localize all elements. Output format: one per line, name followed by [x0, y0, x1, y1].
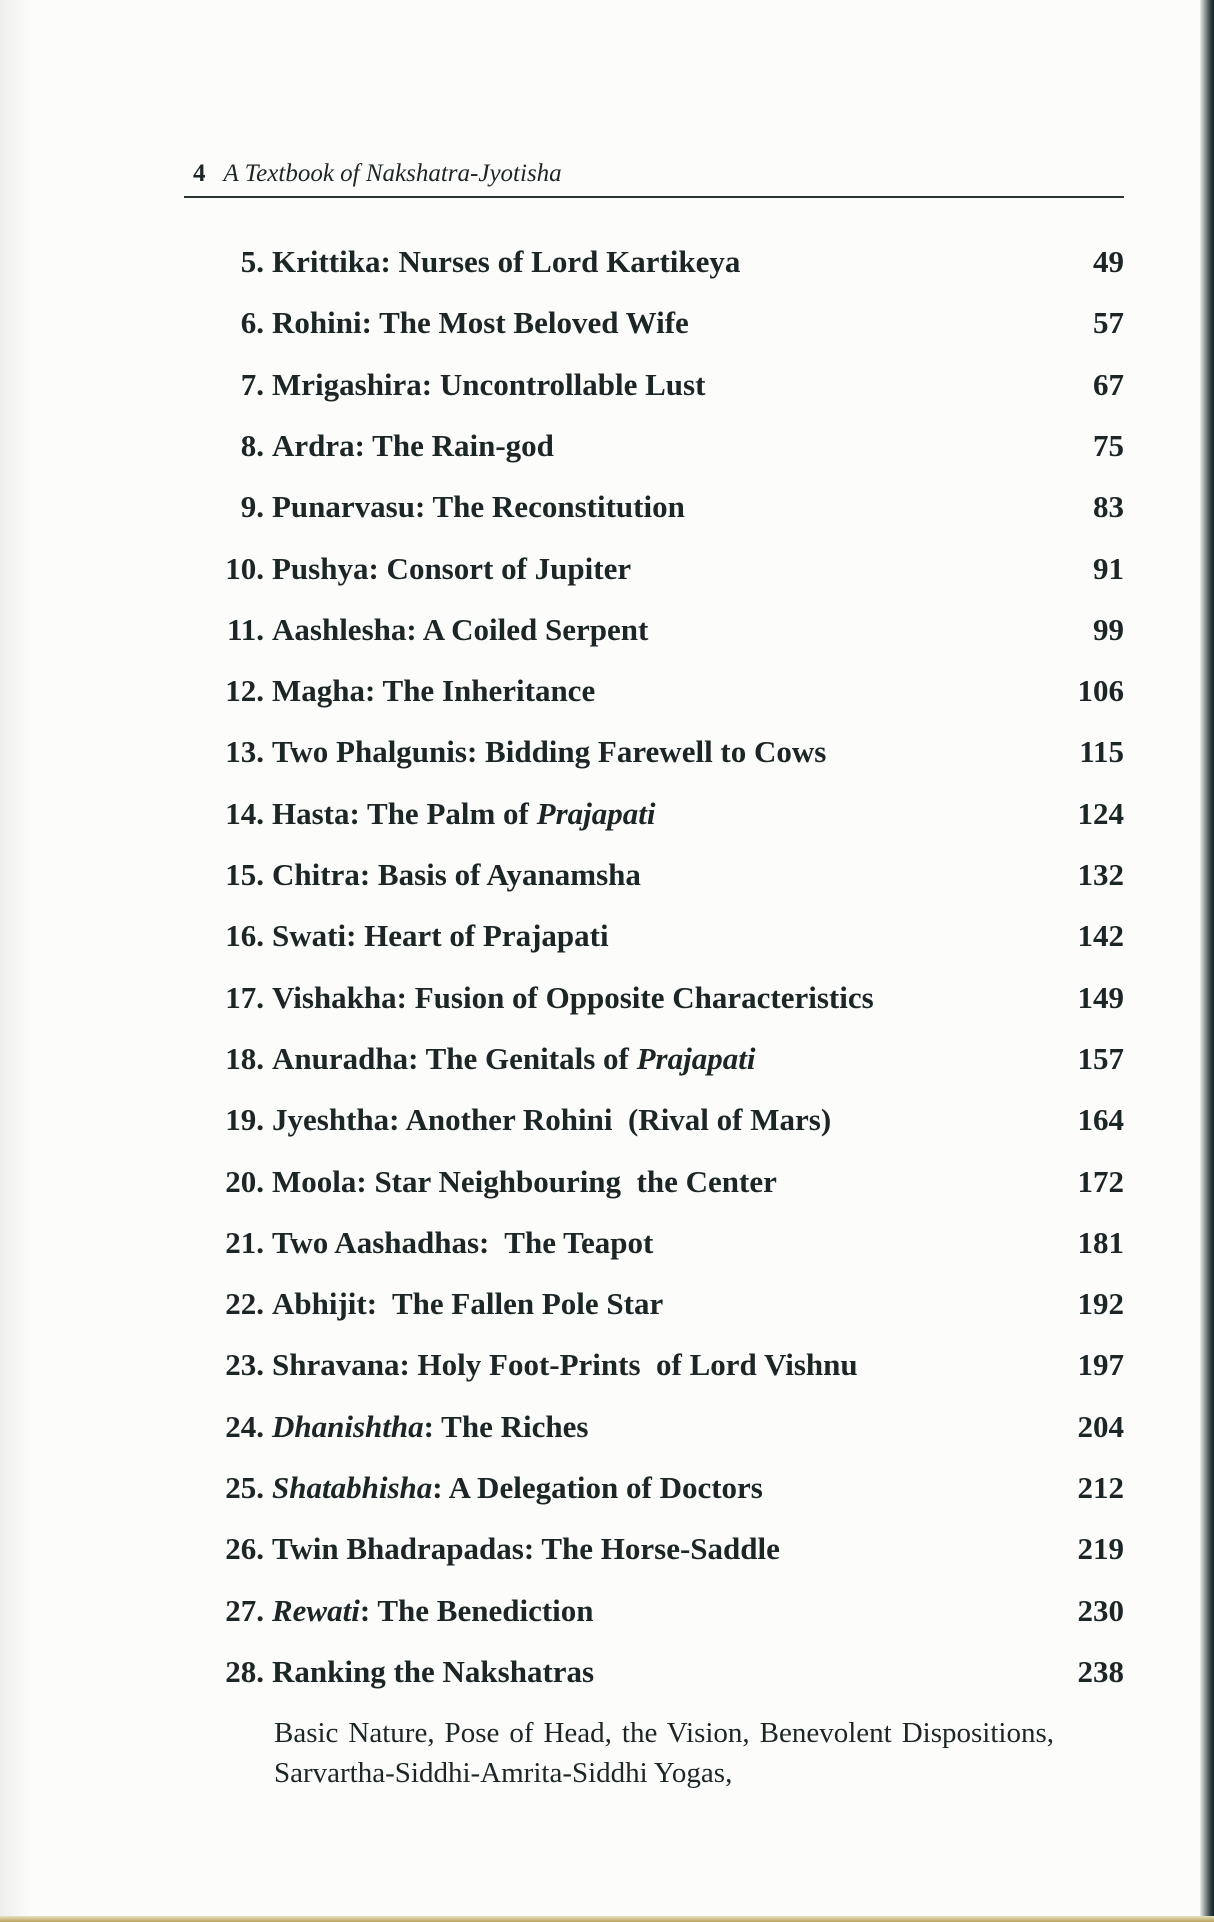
- toc-entry: [190, 367, 1124, 407]
- chapter-title-text: Two Aashadhas: The Teapot: [272, 1224, 654, 1260]
- chapter-title: [272, 980, 874, 1016]
- toc-entry: [190, 734, 1124, 774]
- chapter-title: [272, 1654, 594, 1690]
- chapter-number: 26.: [225, 1531, 264, 1567]
- chapter-title-italic: Prajapati: [536, 795, 656, 831]
- toc-entry: [190, 244, 1124, 284]
- chapter-page-number: 192: [1077, 1286, 1124, 1322]
- chapter-title: [272, 1286, 663, 1322]
- chapter-title-text: Anuradha: The Genitals of: [272, 1040, 637, 1076]
- chapter-title-italic: Shatabhisha: [272, 1470, 433, 1505]
- chapter-title: [272, 1531, 780, 1567]
- chapter-number: 19.: [225, 1102, 264, 1138]
- chapter-title: [272, 918, 609, 954]
- chapter-page-number: 106: [1077, 673, 1124, 709]
- toc-entry: [190, 1593, 1124, 1633]
- chapter-title-text: Shravana: Holy Foot-Prints of Lord Vishnu: [272, 1347, 858, 1383]
- chapter-page-number: 197: [1077, 1347, 1124, 1383]
- toc-entry: [190, 1654, 1124, 1694]
- chapter-title: [272, 1593, 594, 1629]
- chapter-page-number: 219: [1077, 1531, 1124, 1567]
- toc-entry: [190, 673, 1124, 713]
- chapter-number: 25.: [225, 1470, 264, 1505]
- chapter-page-number: 212: [1077, 1470, 1124, 1505]
- chapter-title: [272, 367, 705, 403]
- chapter-title-text: Abhijit: The Fallen Pole Star: [272, 1286, 664, 1322]
- chapter-title: [272, 1470, 763, 1506]
- chapter-title-text: Magha: The Inheritance: [272, 673, 596, 709]
- chapter-title-text: Punarvasu: The Reconstitution: [272, 489, 685, 525]
- chapter-number: 24.: [225, 1408, 264, 1444]
- chapter-title-text: Swati: Heart of Prajapati: [272, 918, 609, 954]
- chapter-number: 7.: [240, 366, 264, 402]
- page-right-edge: [1200, 0, 1214, 1922]
- chapter-title-text: Vishakha: Fusion of Opposite Characteristics: [272, 979, 874, 1015]
- chapter-number: 10.: [225, 550, 264, 586]
- chapter-page-number: 49: [1093, 244, 1124, 279]
- chapter-title-italic: Rewati: [272, 1592, 360, 1628]
- page-number: 4: [193, 160, 206, 187]
- chapter-page-number: 67: [1093, 366, 1124, 402]
- chapter-title-text: Hasta: The Palm of: [272, 795, 537, 831]
- chapter-page-number: 132: [1077, 857, 1124, 892]
- chapter-title: [272, 489, 685, 525]
- toc-entry: [190, 551, 1124, 591]
- chapter-number: 13.: [225, 734, 264, 770]
- chapter-title-text: Pushya: Consort of Jupiter: [272, 550, 632, 586]
- toc-entry: [190, 1470, 1124, 1510]
- chapter-number: 23.: [225, 1347, 264, 1383]
- chapter-title-text: Rohini: The Most Beloved Wife: [272, 305, 689, 341]
- toc-entry: [190, 1347, 1124, 1387]
- chapter-page-number: 149: [1077, 979, 1124, 1015]
- chapter-number: 14.: [225, 795, 264, 831]
- chapter-page-number: 204: [1077, 1408, 1124, 1444]
- chapter-title: [272, 612, 648, 648]
- chapter-title-text: : A Delegation of Doctors: [432, 1470, 763, 1505]
- chapter-number: 12.: [225, 673, 264, 709]
- chapter-title-text: : The Riches: [423, 1408, 589, 1444]
- chapter-title-text: Mrigashira: Uncontrollable Lust: [272, 366, 706, 402]
- chapter-number: 8.: [240, 427, 264, 463]
- chapter-number: 9.: [240, 489, 264, 525]
- chapter-number: 20.: [225, 1163, 264, 1199]
- chapter-page-number: 157: [1077, 1040, 1124, 1076]
- chapter-title-italic: Dhanishtha: [272, 1408, 424, 1444]
- chapter-number: 16.: [225, 918, 264, 954]
- chapter-title: [272, 1225, 653, 1261]
- toc-entry: [190, 489, 1124, 529]
- chapter-page-number: 238: [1077, 1653, 1124, 1689]
- chapter-title: [272, 734, 826, 770]
- chapter-description: Basic Nature, Pose of Head, the Vision, Benevolent Dispositions, Sarvartha-Siddhi-Amrita-Siddhi Yogas,: [274, 1717, 1054, 1789]
- toc-entry: [190, 1225, 1124, 1265]
- toc-entry: [190, 1164, 1124, 1204]
- header-rule: [184, 196, 1124, 198]
- chapter-title: [272, 1164, 777, 1200]
- chapter-number: 5.: [240, 244, 264, 279]
- chapter-page-number: 172: [1077, 1163, 1124, 1199]
- chapter-number: 6.: [240, 305, 264, 341]
- chapter-title: [272, 673, 595, 709]
- toc-entry: [190, 305, 1124, 345]
- toc-entry: [190, 918, 1124, 958]
- chapter-title: [272, 1041, 755, 1077]
- chapter-title-text: Krittika: Nurses of Lord Kartikeya: [272, 244, 741, 279]
- chapter-title: [272, 857, 641, 893]
- chapter-number: 18.: [225, 1040, 264, 1076]
- chapter-title: [272, 428, 554, 464]
- chapter-title-text: Aashlesha: A Coiled Serpent: [272, 611, 649, 647]
- chapter-page-number: 124: [1077, 795, 1124, 831]
- chapter-number: 17.: [225, 979, 264, 1015]
- chapter-title-text: Moola: Star Neighbouring the Center: [272, 1163, 777, 1199]
- toc-entry: [190, 1286, 1124, 1326]
- chapter-page-number: 142: [1077, 918, 1124, 954]
- chapter-page-number: 83: [1093, 489, 1124, 525]
- chapter-page-number: 57: [1093, 305, 1124, 341]
- page-bottom-edge: [0, 1916, 1214, 1922]
- chapter-number: 11.: [226, 611, 264, 647]
- chapter-page-number: 230: [1077, 1592, 1124, 1628]
- chapter-number: 27.: [225, 1592, 264, 1628]
- chapter-title-text: Jyeshtha: Another Rohini (Rival of Mars): [272, 1102, 832, 1138]
- chapter-title-text: Two Phalgunis: Bidding Farewell to Cows: [272, 734, 827, 770]
- chapter-title: [272, 244, 740, 280]
- chapter-number: 21.: [225, 1224, 264, 1260]
- chapter-page-number: 91: [1093, 550, 1124, 586]
- chapter-page-number: 75: [1093, 427, 1124, 463]
- toc-entry: [190, 428, 1124, 468]
- chapter-title: [272, 796, 655, 832]
- chapter-title: [272, 305, 689, 341]
- toc-entry: [190, 1409, 1124, 1449]
- chapter-title-text: Ranking the Nakshatras: [272, 1653, 595, 1689]
- toc-entry: [190, 796, 1124, 836]
- chapter-title: [272, 551, 631, 587]
- chapter-title-text: Twin Bhadrapadas: The Horse-Saddle: [272, 1531, 780, 1567]
- toc-entry: [190, 1041, 1124, 1081]
- chapter-title-text: Chitra: Basis of Ayanamsha: [272, 857, 641, 892]
- chapter-number: 15.: [225, 857, 264, 892]
- toc-entry: [190, 612, 1124, 652]
- toc-entry: [190, 980, 1124, 1020]
- chapter-title-text: : The Benediction: [359, 1592, 594, 1628]
- toc-entry: [190, 1531, 1124, 1571]
- running-header: [193, 160, 562, 188]
- chapter-number: 28.: [225, 1653, 264, 1689]
- chapter-title: [272, 1347, 858, 1383]
- toc-entry: [190, 1102, 1124, 1142]
- chapter-title-italic: Prajapati: [636, 1040, 756, 1076]
- chapter-page-number: 115: [1079, 734, 1124, 770]
- chapter-title: [272, 1409, 588, 1445]
- chapter-page-number: 99: [1093, 611, 1124, 647]
- chapter-number: 22.: [225, 1286, 264, 1322]
- chapter-page-number: 164: [1077, 1102, 1124, 1138]
- chapter-title-text: Ardra: The Rain-god: [272, 427, 554, 463]
- book-title: A Textbook of Nakshatra-Jyotisha: [223, 160, 562, 187]
- chapter-title: [272, 1102, 831, 1138]
- chapter-page-number: 181: [1077, 1224, 1124, 1260]
- page-left-shadow: [0, 0, 30, 1922]
- toc-entry: [190, 857, 1124, 897]
